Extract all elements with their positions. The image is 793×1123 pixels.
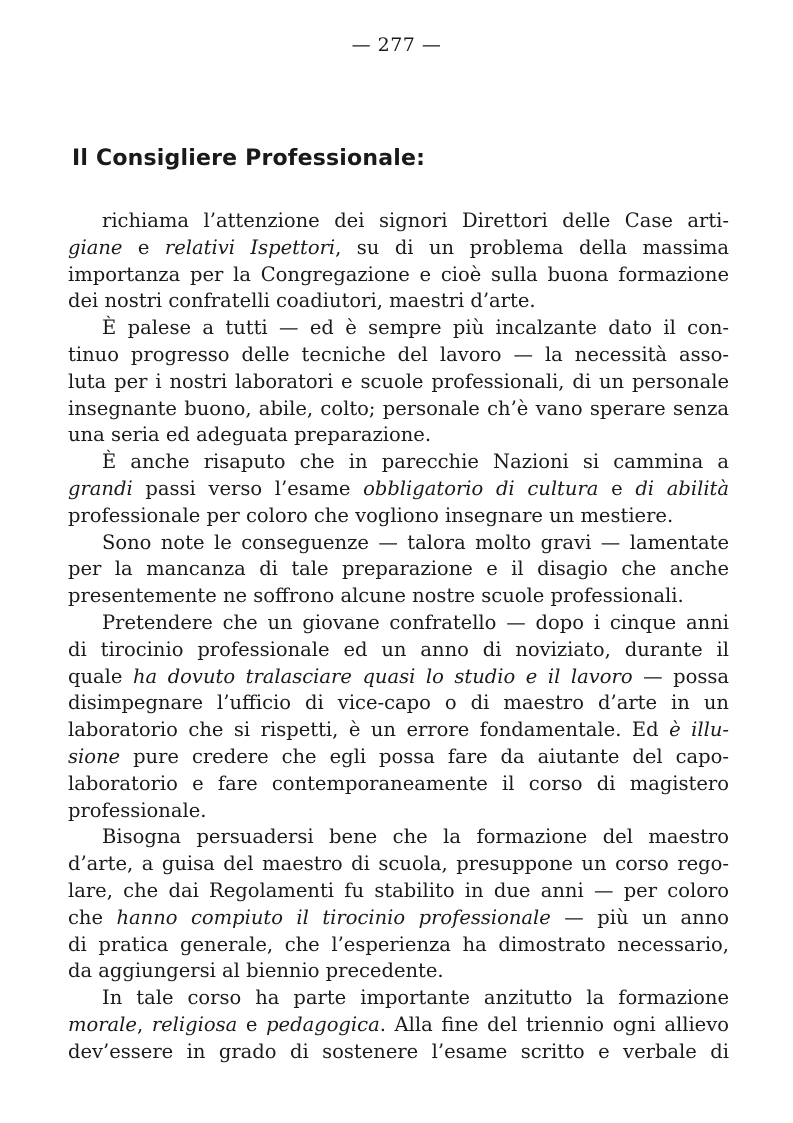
text-run: laboratorio e fare contemporaneamente il corso di magistero [68, 771, 729, 795]
text-run: luta per i nostri laboratori e scuole professionali, di un personale [68, 369, 729, 393]
text-run: . Alla fine del triennio ogni allievo [379, 1012, 729, 1036]
text-line [68, 958, 729, 985]
text-run: professionale per coloro che vogliono insegnare un mestiere. [68, 503, 674, 527]
paragraph [68, 530, 729, 610]
text-line [68, 235, 729, 262]
text-run: di tirocinio professionale ed un anno di noviziato, durante il [68, 637, 729, 661]
text-run: da aggiungersi al biennio precedente. [68, 959, 444, 983]
text-run: pure credere che egli possa fare da aiutante del capo- [120, 744, 729, 768]
section-heading: Il Consigliere Professionale: [72, 146, 426, 171]
italic-run: grandi [68, 476, 133, 500]
text-run: che [68, 905, 117, 929]
text-line [68, 932, 729, 959]
text-run: È anche risaputo che in parecchie Nazioni si cammina a [102, 450, 729, 474]
italic-run: hanno compiuto il tirocinio professionale [116, 905, 551, 929]
text-line [68, 1012, 729, 1039]
text-run: Sono note le conseguenze — talora molto gravi — lamentate [102, 530, 729, 554]
text-line [68, 905, 729, 932]
text-line [68, 1039, 729, 1066]
text-line [68, 798, 729, 825]
text-run: disimpegnare l’ufficio di vice-capo o di maestro d’arte in un [68, 691, 729, 715]
text-run: per la mancanza di tale preparazione e il disagio che anche [68, 557, 729, 581]
text-run: richiama l’attenzione dei signori Direttori delle Case arti- [102, 209, 729, 232]
text-line [68, 208, 729, 235]
italic-run: di abilità [635, 476, 730, 500]
text-run: e [598, 476, 636, 500]
text-line [68, 610, 729, 637]
body-text [68, 208, 729, 1066]
italic-run: pedagogica [266, 1012, 380, 1036]
paragraph [68, 208, 729, 315]
text-line [68, 315, 729, 342]
text-run: d’arte, a guisa del maestro di scuola, presuppone un corso rego- [68, 852, 729, 876]
text-run: quale [68, 664, 133, 688]
text-line [68, 396, 729, 423]
text-run: — possa [632, 664, 729, 688]
paragraph [68, 824, 729, 985]
text-line [68, 556, 729, 583]
text-run: importanza per la Congregazione e cioè sulla buona formazione [68, 262, 729, 286]
text-line [68, 771, 729, 798]
italic-run: sione [68, 744, 121, 768]
text-line [68, 262, 729, 289]
text-run: Bisogna persuadersi bene che la formazione del maestro [102, 825, 729, 849]
text-line [68, 530, 729, 557]
text-line [68, 744, 729, 771]
paragraph [68, 315, 729, 449]
text-line [68, 690, 729, 717]
text-line [68, 878, 729, 905]
text-line [68, 503, 729, 530]
text-run: Pretendere che un giovane confratello — dopo i cinque anni [102, 610, 729, 634]
text-line [68, 824, 729, 851]
text-line [68, 985, 729, 1012]
italic-run: giane [68, 235, 123, 259]
text-run: una seria ed adeguata preparazione. [68, 423, 432, 447]
text-run: tinuo progresso delle tecniche del lavoro — la necessità asso- [68, 342, 729, 366]
text-line [68, 476, 729, 503]
paragraph [68, 985, 729, 1065]
text-line [68, 422, 729, 449]
text-run: , [136, 1012, 152, 1036]
text-run: passi verso l’esame [132, 476, 364, 500]
italic-run: relativi Ispettori [164, 235, 336, 259]
text-run: In tale corso ha parte importante anzitutto la formazione [102, 986, 729, 1010]
text-line [68, 851, 729, 878]
italic-run: obbligatorio di cultura [363, 476, 599, 500]
text-line [68, 664, 729, 691]
text-run: lare, che dai Regolamenti fu stabilito in due anni — per coloro [68, 878, 729, 902]
text-line [68, 637, 729, 664]
italic-run: ha dovuto tralasciare quasi lo studio e il lavoro [132, 664, 633, 688]
text-line [68, 717, 729, 744]
text-run: dev’essere in grado di sostenere l’esame scritto e verbale di [68, 1039, 729, 1063]
text-line [68, 342, 729, 369]
text-run: di pratica generale, che l’esperienza ha dimostrato necessario, [68, 932, 729, 956]
italic-run: è illu- [669, 718, 729, 742]
text-run: — più un anno [550, 905, 729, 929]
text-run: e [237, 1012, 267, 1036]
text-line [68, 449, 729, 476]
text-run: È palese a tutti — ed è sempre più incalzante dato il con- [102, 316, 729, 340]
text-run: presentemente ne soffrono alcune nostre scuole professionali. [68, 584, 684, 608]
text-line [68, 369, 729, 396]
text-run: laboratorio che si rispetti, è un errore fondamentale. Ed [68, 718, 670, 742]
paragraph [68, 449, 729, 529]
text-run: dei nostri confratelli coadiutori, maestri d’arte. [68, 289, 536, 313]
text-line [68, 288, 729, 315]
text-run: e [122, 235, 165, 259]
italic-run: morale [68, 1012, 137, 1036]
paragraph [68, 610, 729, 824]
text-run: , su di un problema della massima [335, 235, 730, 259]
page-number: — 277 — [351, 34, 442, 56]
italic-run: religiosa [151, 1012, 238, 1036]
text-line [68, 583, 729, 610]
text-run: professionale. [68, 798, 207, 822]
text-run: insegnante buono, abile, colto; personale ch’è vano sperare senza [68, 396, 729, 420]
